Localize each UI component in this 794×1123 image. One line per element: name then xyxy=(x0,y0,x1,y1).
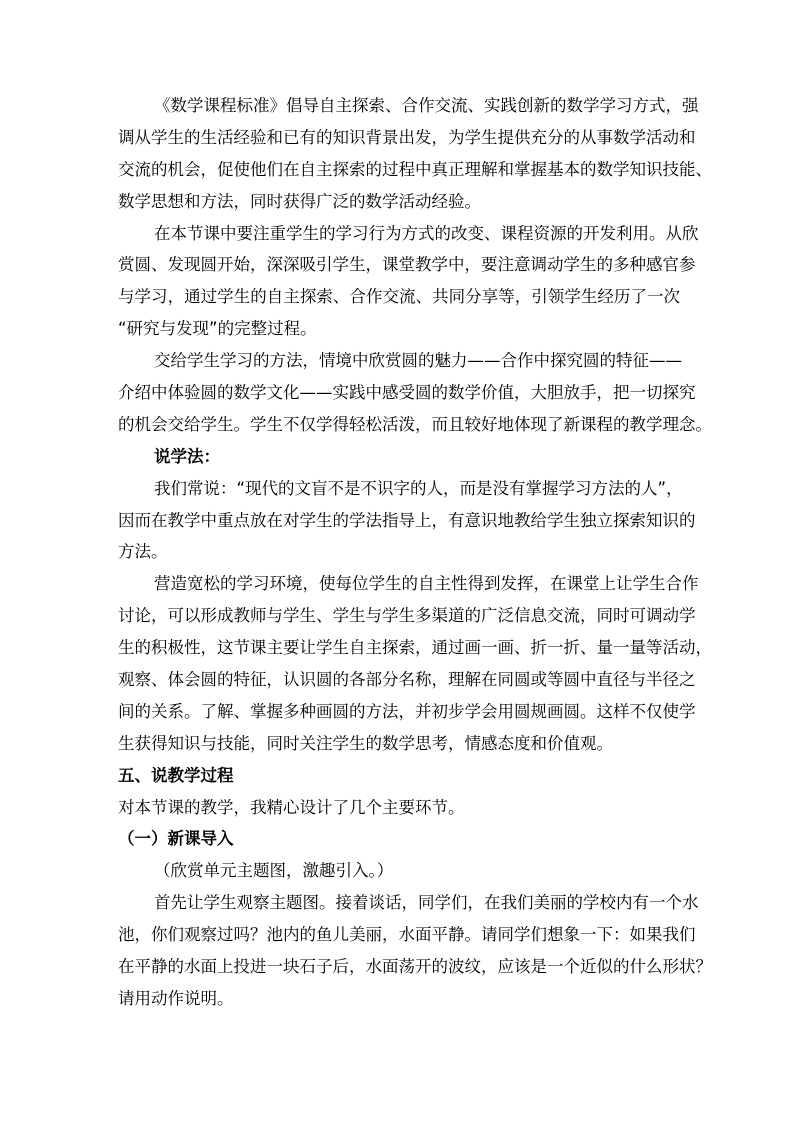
text-line: 调从学生的生活经验和已有的知识背景出发，为学生提供充分的从事数学活动和 xyxy=(118,127,696,147)
text-line: 介绍中体验圆的数学文化——实践中感受圆的数学价值，大胆放手，把一切探究 xyxy=(118,383,696,403)
text-line: 我们常说：“现代的文盲不是不识字的人，而是没有掌握学习方法的人”， xyxy=(154,478,683,498)
paragraph-design-intro: 对本节课的教学，我精心设计了几个主要环节。 xyxy=(118,797,465,817)
text-line: 池，你们观察过吗？池内的鱼儿美丽，水面平静。请同学们想象一下：如果我们 xyxy=(118,925,696,945)
paragraph-teaching-method xyxy=(118,345,712,441)
paragraph-quote xyxy=(118,473,696,569)
paragraph-lesson-focus xyxy=(118,218,699,346)
text-line: 请用动作说明。 xyxy=(118,988,234,1008)
text-line: 营造宽松的学习环境，使每位学生的自主性得到发挥，在课堂上让学生合作 xyxy=(154,574,699,594)
text-line: 与学习，通过学生的自主探索、合作交流、共同分享等，引领学生经历了一次 xyxy=(118,287,680,307)
heading-learning-method: 说学法： xyxy=(154,446,220,466)
text-line: 交流的机会，促使他们在自主探索的过程中真正理解和掌握基本的数学知识技能、 xyxy=(118,159,712,179)
text-line: 因而在教学中重点放在对学生的学法指导上，有意识地教给学生独立探索知识的 xyxy=(118,510,696,530)
text-line: “研究与发现”的完整过程。 xyxy=(118,319,317,339)
text-line: 生获得知识与技能，同时关注学生的数学思考，情感态度和价值观。 xyxy=(118,733,613,753)
document-body xyxy=(118,90,712,1015)
paragraph-pond-scenario xyxy=(118,887,712,1015)
text-line: 交给学生学习的方法，情境中欣赏圆的魅力——合作中探究圆的特征—— xyxy=(154,351,682,371)
paragraph-learning-environment xyxy=(118,568,712,759)
heading-section-5: 五、说教学过程 xyxy=(118,765,234,785)
text-line: 数学思想和方法，同时获得广泛的数学活动经验。 xyxy=(118,191,481,211)
text-line: 间的关系。了解、掌握多种画圆的方法，并初步学会用圆规画圆。这样不仅使学 xyxy=(118,701,696,721)
heading-new-lesson-intro: （一）新课导入 xyxy=(118,829,234,849)
text-line: 讨论，可以形成教师与学生、学生与学生多渠道的广泛信息交流，同时可调动学 xyxy=(118,606,696,626)
text-line: 在本节课中要注重学生的学习行为方式的改变、课程资源的开发利用。从欣 xyxy=(154,223,699,243)
paragraph-curriculum-standard xyxy=(118,90,712,218)
text-line: 的机会交给学生。学生不仅学得轻松活泼，而且较好地体现了新课程的教学理念。 xyxy=(118,414,712,434)
text-line: 《数学课程标准》倡导自主探索、合作交流、实践创新的数学学习方式，强 xyxy=(154,96,699,115)
text-line: 赏圆、发现圆开始，深深吸引学生，课堂教学中，要注意调动学生的多种感官参 xyxy=(118,255,696,275)
text-line: 生的积极性，这节课主要让学生自主探索，通过画一画、折一折、量一量等活动， xyxy=(118,638,712,658)
text-line: 在平静的水面上投进一块石子后，水面荡开的波纹，应该是一个近似的什么形状？ xyxy=(118,957,712,977)
paragraph-theme-note: （欣赏单元主题图，激趣引入。） xyxy=(154,861,394,881)
text-line: 方法。 xyxy=(118,542,168,562)
text-line: 首先让学生观察主题图。接着谈话，同学们，在我们美丽的学校内有一个水 xyxy=(154,893,699,913)
text-line: 观察、体会圆的特征，认识圆的各部分名称，理解在同圆或等圆中直径与半径之 xyxy=(118,670,696,690)
